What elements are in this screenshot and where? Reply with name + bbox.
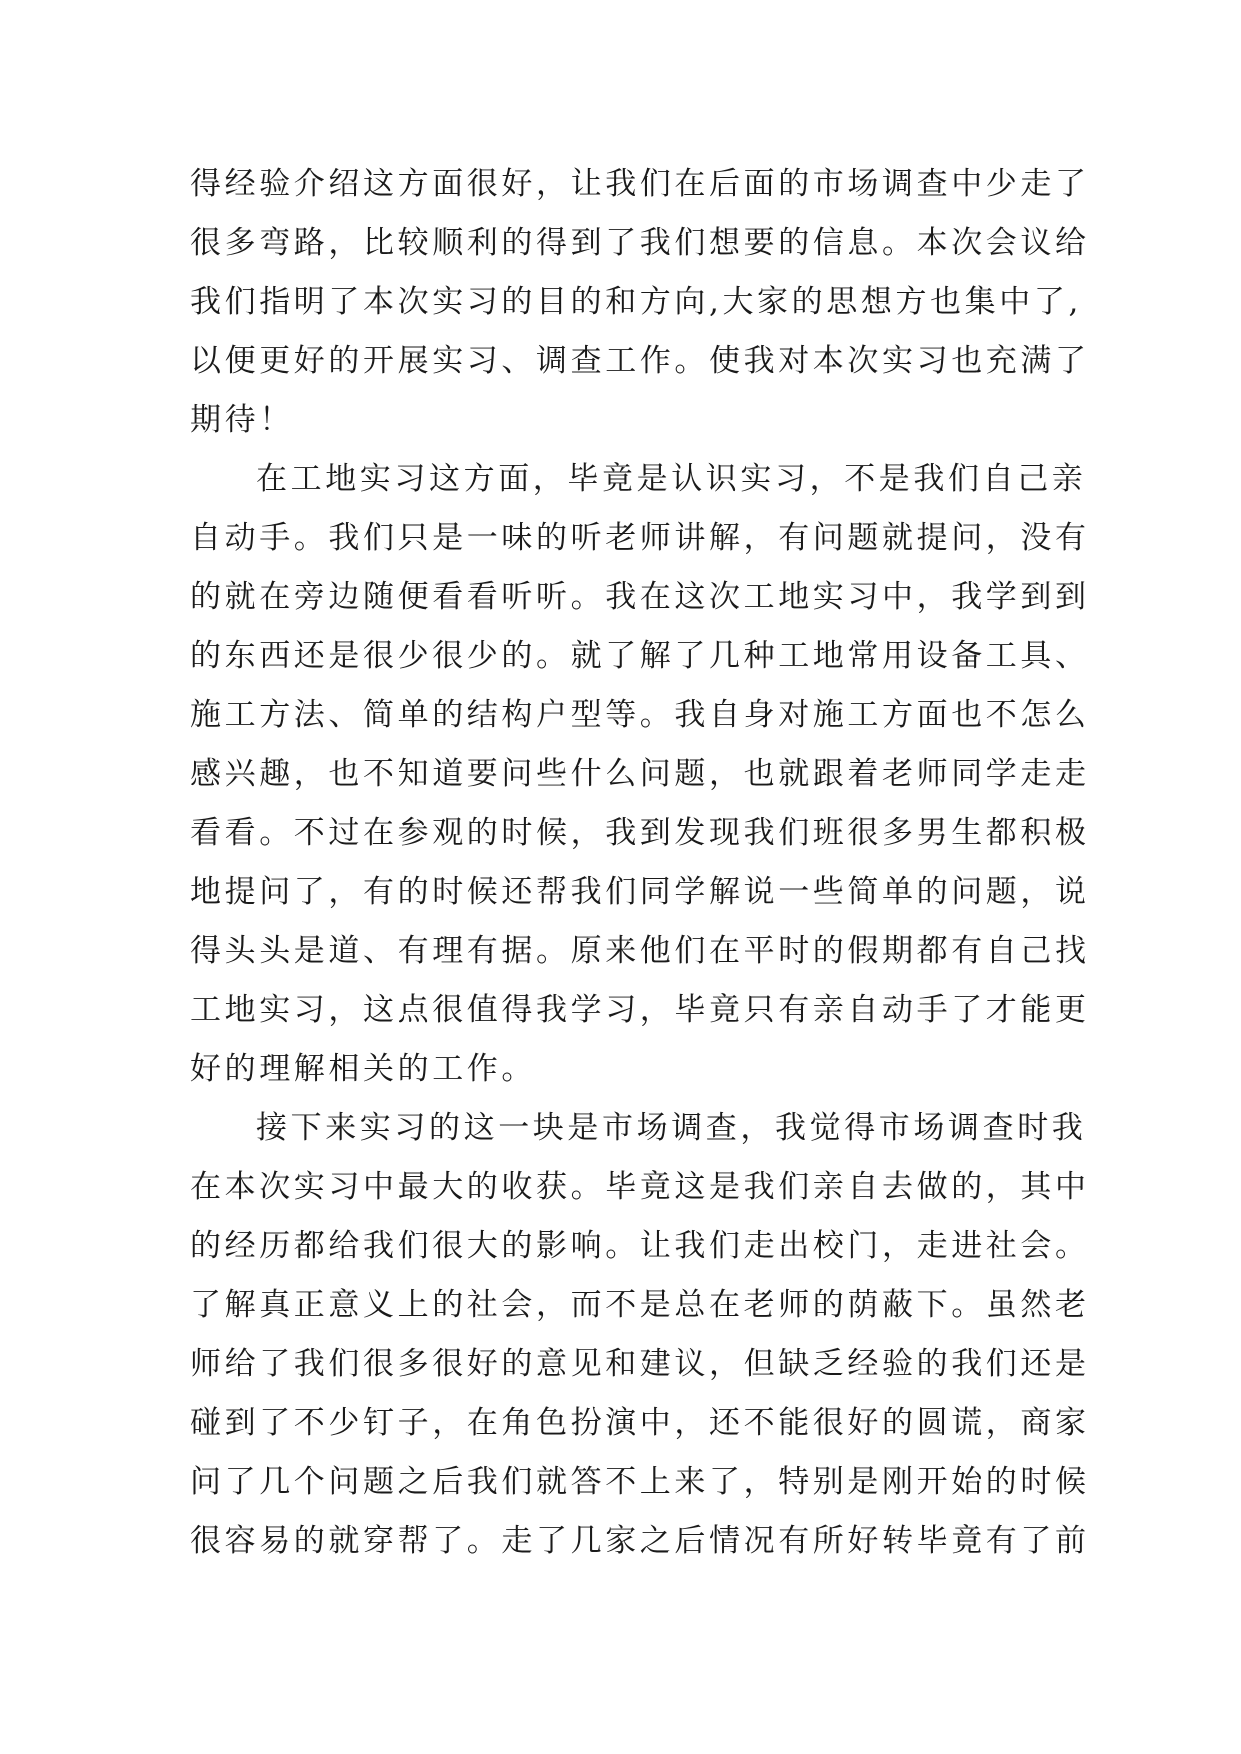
body-text <box>190 164 1090 1580</box>
text-line: 的经历都给我们很大的影响。让我们走出校门，走进社会。 <box>190 1228 1090 1264</box>
text-line-indented: 在工地实习这方面，毕竟是认识实习，不是我们自己亲 <box>256 461 1087 497</box>
text-line: 得头头是道、有理有据。原来他们在平时的假期都有自己找 <box>190 933 1090 969</box>
text-line: 地提问了，有的时候还帮我们同学解说一些简单的问题，说 <box>190 874 1090 910</box>
text-line: 工地实习，这点很值得我学习，毕竟只有亲自动手了才能更 <box>190 992 1090 1028</box>
text-line-indented: 接下来实习的这一块是市场调查，我觉得市场调查时我 <box>256 1110 1087 1146</box>
text-line: 很多弯路，比较顺利的得到了我们想要的信息。本次会议给 <box>190 225 1090 261</box>
text-line: 得经验介绍这方面很好，让我们在后面的市场调查中少走了 <box>190 166 1090 202</box>
text-line: 我们指明了本次实习的目的和方向,大家的思想方也集中了, <box>190 284 1082 320</box>
text-line: 在本次实习中最大的收获。毕竟这是我们亲自去做的，其中 <box>190 1169 1090 1205</box>
text-line: 碰到了不少钉子，在角色扮演中，还不能很好的圆谎，商家 <box>190 1405 1090 1441</box>
text-line: 问了几个问题之后我们就答不上来了，特别是刚开始的时候 <box>190 1464 1090 1500</box>
text-line: 很容易的就穿帮了。走了几家之后情况有所好转毕竟有了前 <box>190 1523 1090 1559</box>
text-line: 看看。不过在参观的时候，我到发现我们班很多男生都积极 <box>190 815 1090 851</box>
paragraph-3 <box>190 1108 1090 1580</box>
text-line: 以便更好的开展实习、调查工作。使我对本次实习也充满了 <box>190 343 1090 379</box>
text-line: 感兴趣，也不知道要问些什么问题，也就跟着老师同学走走 <box>190 756 1090 792</box>
text-line: 的就在旁边随便看看听听。我在这次工地实习中，我学到到 <box>190 579 1090 615</box>
text-line: 好的理解相关的工作。 <box>190 1051 536 1087</box>
text-line: 自动手。我们只是一味的听老师讲解，有问题就提问，没有 <box>190 520 1090 556</box>
paragraph-1 <box>190 164 1090 459</box>
text-line: 的东西还是很少很少的。就了解了几种工地常用设备工具、 <box>190 638 1090 674</box>
text-line: 施工方法、简单的结构户型等。我自身对施工方面也不怎么 <box>190 697 1090 733</box>
paragraph-2 <box>190 459 1090 1108</box>
text-line: 师给了我们很多很好的意见和建议，但缺乏经验的我们还是 <box>190 1346 1090 1382</box>
text-line: 期待！ <box>190 402 294 438</box>
text-line: 了解真正意义上的社会，而不是总在老师的荫蔽下。虽然老 <box>190 1287 1090 1323</box>
